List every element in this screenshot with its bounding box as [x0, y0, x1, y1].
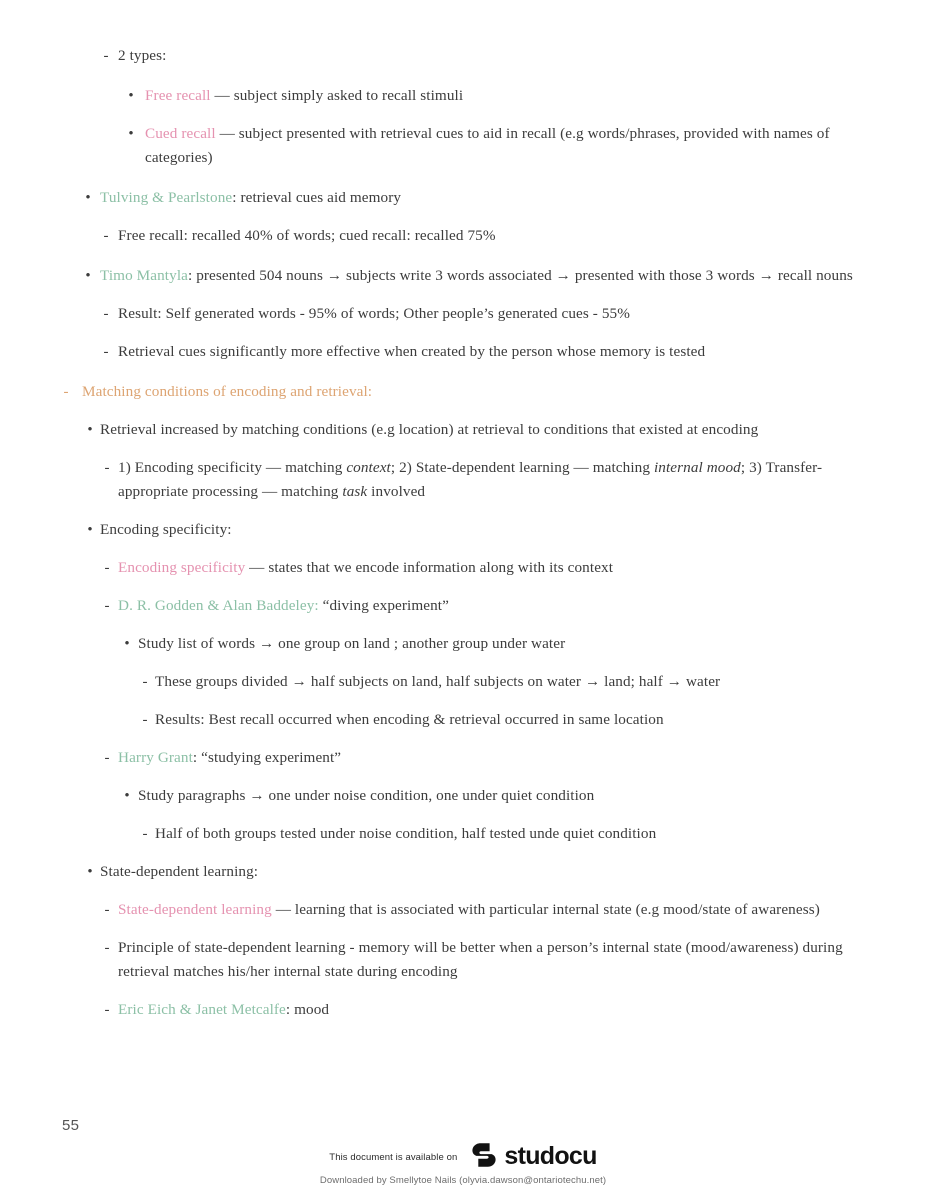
page-number: 55	[62, 1117, 80, 1134]
availability-text: This document is available on	[329, 1151, 458, 1163]
list-item	[0, 186, 926, 210]
enumeration-part-4: involved	[367, 483, 426, 501]
dot-bullet-icon	[123, 122, 139, 147]
list-item-detail: : retrieval cues aid memory	[232, 189, 402, 207]
dash-bullet-icon	[99, 898, 115, 923]
researcher-name: Eric Eich & Janet Metcalfe	[118, 1001, 286, 1019]
list-item-text	[145, 84, 892, 108]
list-item	[0, 708, 926, 732]
list-item-text: Principle of state-dependent learning - memory will be better when a person’s internal state (mood/awareness) during retrieval matches his/her internal state during encoding	[118, 939, 843, 981]
dot-bullet-icon	[82, 860, 98, 885]
list-item	[0, 340, 926, 364]
list-item-detail: : presented 504 nouns → subjects write 3 words associated → presented with those 3 words → recall nouns	[187, 267, 853, 285]
list-item-text	[145, 122, 892, 170]
list-item-text: Study paragraphs → one under noise condition, one under quiet condition	[138, 787, 595, 805]
studocu-logo-mark	[469, 1140, 499, 1170]
list-item-text: Retrieval increased by matching conditions (e.g location) at retrieval to conditions that existed at encoding	[100, 421, 759, 439]
dot-bullet-icon	[80, 186, 96, 211]
dash-bullet-icon	[99, 456, 115, 481]
availability-row	[0, 1140, 926, 1170]
dash-bullet-icon	[98, 340, 114, 365]
list-item-text: Results: Best recall occurred when encoding & retrieval occurred in same location	[155, 711, 664, 729]
list-item	[0, 456, 926, 504]
list-item	[0, 784, 926, 808]
term-highlight: Cued recall	[145, 125, 216, 143]
enumeration-part-3: ; 3) Transfer-appropriate processing — matching	[118, 459, 823, 501]
list-item-detail: : mood	[285, 1001, 330, 1019]
term-definition: — states that we encode information along with its context	[245, 559, 614, 577]
notes-content	[0, 44, 926, 1022]
list-item	[0, 936, 926, 984]
studocu-logo[interactable]	[469, 1140, 596, 1170]
dot-bullet-icon	[119, 784, 135, 809]
dot-bullet-icon	[82, 518, 98, 543]
list-item	[0, 556, 926, 580]
list-item	[0, 998, 926, 1022]
list-item-text	[118, 594, 892, 618]
list-item-text	[118, 556, 892, 580]
subsection-heading-text: Encoding specificity:	[100, 521, 232, 539]
term-definition: — subject presented with retrieval cues to aid in recall (e.g words/phrases, provided with names of categories)	[145, 125, 830, 167]
dot-bullet-icon	[123, 84, 139, 109]
list-item-text	[118, 456, 892, 504]
term-definition: — subject simply asked to recall stimuli	[210, 87, 464, 105]
list-item	[0, 418, 926, 442]
footer-watermark	[0, 1140, 926, 1186]
list-item-text: These groups divided → half subjects on land, half subjects on water → land; half → water	[155, 673, 721, 691]
list-item-text: Result: Self generated words - 95% of words; Other people’s generated cues - 55%	[118, 305, 630, 323]
list-item	[0, 84, 926, 108]
emphasis-task: task	[342, 483, 368, 501]
list-item	[0, 224, 926, 248]
list-item-text	[118, 998, 892, 1022]
list-item	[0, 746, 926, 770]
emphasis-internal-mood: internal mood	[653, 459, 741, 477]
subsection-heading-text: State-dependent learning:	[100, 863, 259, 881]
list-item-detail: : “studying experiment”	[192, 749, 342, 767]
enumeration-part-1: 1) Encoding specificity — matching	[118, 459, 347, 477]
list-item	[0, 594, 926, 618]
dash-bullet-icon	[98, 224, 114, 249]
list-item	[0, 822, 926, 846]
section-heading-text: Matching conditions of encoding and retrieval:	[82, 383, 373, 401]
term-highlight: State-dependent learning	[118, 901, 272, 919]
dash-bullet-icon	[98, 302, 114, 327]
list-item-text	[100, 186, 892, 210]
list-item	[0, 122, 926, 170]
list-item	[0, 302, 926, 326]
subsection-heading-encoding-specificity	[0, 518, 926, 542]
researcher-name: Harry Grant	[118, 749, 193, 767]
list-item-text: 2 types:	[118, 47, 167, 64]
dash-bullet-icon	[137, 670, 153, 695]
list-item	[0, 44, 926, 68]
list-item-detail: “diving experiment”	[318, 597, 449, 615]
list-item-text	[100, 264, 892, 288]
enumeration-part-2: ; 2) State-dependent learning — matching	[390, 459, 654, 477]
studocu-wordmark: studocu	[504, 1141, 597, 1170]
list-item	[0, 670, 926, 694]
dash-bullet-icon	[99, 746, 115, 771]
list-item-text: Half of both groups tested under noise condition, half tested unde quiet condition	[155, 825, 657, 843]
dash-bullet-icon	[137, 708, 153, 733]
list-item-text	[118, 746, 892, 770]
dash-bullet-icon	[99, 936, 115, 961]
dot-bullet-icon	[119, 632, 135, 657]
list-item	[0, 264, 926, 288]
list-item-text	[118, 898, 892, 922]
dash-bullet-icon	[98, 44, 114, 69]
emphasis-context: context	[346, 459, 391, 477]
dot-bullet-icon	[80, 264, 96, 289]
dot-bullet-icon	[82, 418, 98, 443]
dash-bullet-icon	[58, 380, 74, 405]
list-item	[0, 898, 926, 922]
researcher-name: Timo Mantyla	[100, 267, 188, 285]
term-highlight: Free recall	[145, 87, 211, 105]
dash-bullet-icon	[99, 594, 115, 619]
researcher-name: Tulving & Pearlstone	[100, 189, 233, 207]
subsection-heading-state-dependent-learning	[0, 860, 926, 884]
list-item-text: Retrieval cues significantly more effective when created by the person whose memory is tested	[118, 343, 706, 361]
dash-bullet-icon	[99, 556, 115, 581]
term-definition: — learning that is associated with particular internal state (e.g mood/state of awareness)	[271, 901, 820, 919]
term-highlight: Encoding specificity	[118, 559, 246, 577]
list-item-text: Free recall: recalled 40% of words; cued recall: recalled 75%	[118, 227, 496, 245]
list-item-text: Study list of words → one group on land ; another group under water	[138, 635, 566, 653]
dash-bullet-icon	[99, 998, 115, 1023]
list-item	[0, 632, 926, 656]
dash-bullet-icon	[137, 822, 153, 847]
section-heading-matching-conditions	[0, 380, 926, 404]
researcher-name: D. R. Godden & Alan Baddeley:	[118, 597, 319, 615]
downloaded-by-text: Downloaded by Smellytoe Nails (olyvia.dawson@ontariotechu.net)	[319, 1175, 607, 1186]
